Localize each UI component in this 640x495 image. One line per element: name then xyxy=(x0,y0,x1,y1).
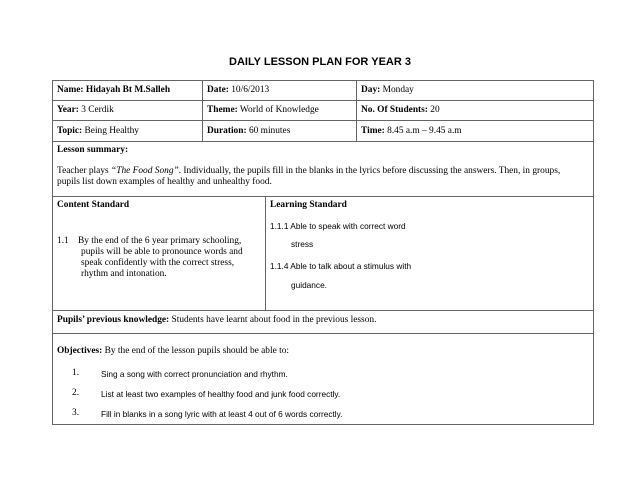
day-value: Monday xyxy=(382,85,414,95)
year-value: 3 Cerdik xyxy=(81,105,114,115)
objective-2-number: 2. xyxy=(72,388,80,398)
year-label: Year: xyxy=(57,105,79,115)
time-cell xyxy=(361,126,462,137)
summary-heading: Lesson summary: xyxy=(57,145,129,155)
learning-standard-heading: Learning Standard xyxy=(270,200,347,210)
learning-standard-line-1: 1.1.1 Able to speak with correct word xyxy=(270,221,406,231)
content-standard-line-4: rhythm and intonation. xyxy=(81,269,167,279)
theme-value: World of Knowledge xyxy=(239,105,319,115)
theme-label: Theme: xyxy=(207,105,238,115)
year-cell xyxy=(57,105,114,116)
content-standard-heading: Content Standard xyxy=(57,200,130,210)
topic-value: Being Healthy xyxy=(84,126,139,136)
content-standard-number: 1.1 xyxy=(57,236,69,246)
objectives-intro xyxy=(57,346,289,357)
objectives-label: Objectives: xyxy=(57,346,103,356)
duration-value: 60 minutes xyxy=(248,126,291,136)
students-label: No. Of Students: xyxy=(361,105,428,115)
topic-label: Topic: xyxy=(57,126,83,136)
objective-1-text: Sing a song with correct pronunciation and rhythm. xyxy=(101,369,288,379)
day-cell xyxy=(361,85,414,96)
objectives-intro-text: By the end of the lesson pupils should be able to: xyxy=(104,346,289,356)
objective-3-text: Fill in blanks in a song lyric with at least 4 out of 6 words correctly. xyxy=(101,409,343,419)
time-label: Time: xyxy=(361,126,385,136)
summary-prefix: Teacher plays xyxy=(57,166,112,176)
time-value: 8.45 a.m – 9.45 a.m xyxy=(387,126,462,136)
prior-knowledge-label: Pupils’ previous knowledge: xyxy=(57,315,170,325)
duration-cell xyxy=(207,126,290,137)
content-standard-line-3: speak confidently with the correct stress, xyxy=(81,258,235,268)
theme-cell xyxy=(207,105,319,116)
objective-1-number: 1. xyxy=(72,368,80,378)
content-standard-line-2: pupils will be able to pronounce words and xyxy=(81,247,243,257)
learning-standard-line-3: 1.1.4 Able to talk about a stimulus with xyxy=(270,261,412,271)
date-label: Date: xyxy=(207,85,229,95)
song-title: “The Food Song” xyxy=(111,166,179,176)
name-cell xyxy=(57,85,170,96)
students-cell xyxy=(361,105,440,116)
learning-standard-line-4: guidance. xyxy=(291,280,327,290)
objective-3-number: 3. xyxy=(72,408,80,418)
date-cell xyxy=(207,85,269,96)
students-value: 20 xyxy=(430,105,440,115)
summary-line-2: pupils list down examples of healthy and unhealthy food. xyxy=(57,177,272,187)
date-value: 10/6/2013 xyxy=(231,85,270,95)
page-title: DAILY LESSON PLAN FOR YEAR 3 xyxy=(229,56,411,68)
summary-rest: . Individually, the pupils fill in the blanks in the lyrics before discussing the answers. Then, in groups, xyxy=(178,166,561,176)
content-standard-line-1: By the end of the 6 year primary schooling, xyxy=(78,236,242,246)
summary-line-1 xyxy=(57,166,560,177)
day-label: Day: xyxy=(361,85,381,95)
objective-2-text: List at least two examples of healthy food and junk food correctly. xyxy=(101,389,341,399)
topic-cell xyxy=(57,126,139,137)
prior-knowledge-text: Students have learnt about food in the previous lesson. xyxy=(171,315,377,325)
name-label: Name: xyxy=(57,85,84,95)
name-value: Hidayah Bt M.Salleh xyxy=(85,85,171,95)
learning-standard-line-2: stress xyxy=(291,239,314,249)
duration-label: Duration: xyxy=(207,126,247,136)
prior-knowledge xyxy=(57,315,376,326)
